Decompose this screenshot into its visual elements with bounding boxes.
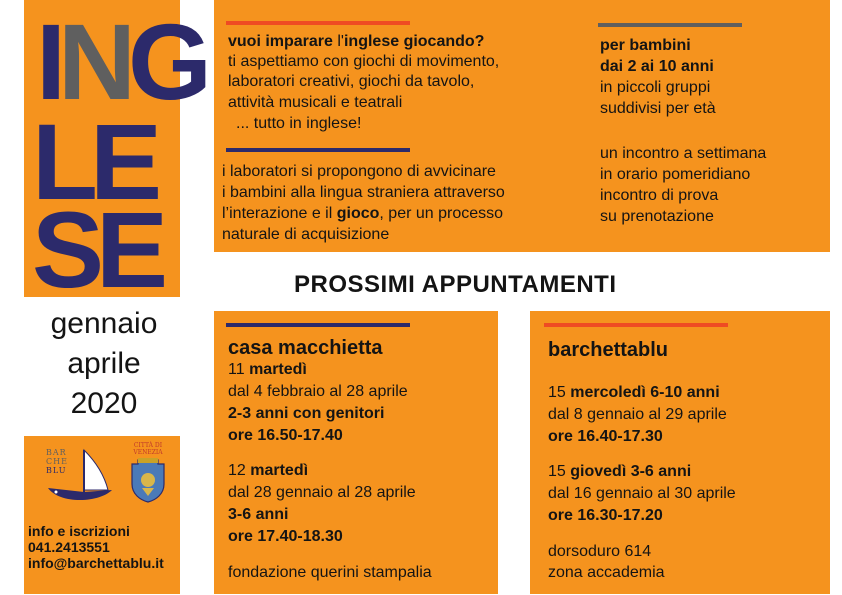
audience-accent-bar bbox=[598, 23, 742, 27]
venue-right-g2-dates: dal 16 gennaio al 30 aprile bbox=[548, 485, 736, 502]
venue-left-g2-time: ore 17.40-18.30 bbox=[228, 528, 343, 545]
venue-left-accent-bar bbox=[226, 323, 410, 327]
venue-right-g2-time: ore 16.30-17.20 bbox=[548, 507, 663, 524]
venue-left-g2-day: 12 martedì bbox=[228, 462, 309, 479]
venue-left-address: fondazione querini stampalia bbox=[228, 564, 432, 581]
title-letter-g: G bbox=[128, 1, 205, 122]
method-line-3: l’interazione e il gioco, per un processo bbox=[222, 205, 504, 222]
period-line-1: gennaio bbox=[50, 307, 158, 340]
method-line-4: naturale di acquisizione bbox=[222, 226, 390, 243]
title-line-3: SE bbox=[32, 189, 161, 310]
intro-line-4: attività musicali e teatrali bbox=[228, 94, 403, 111]
intro-line-3: laboratori creativi, giochi da tavolo, bbox=[228, 73, 475, 90]
schedule-line-4: su prenotazione bbox=[600, 208, 714, 225]
venue-right-g1-dates: dal 8 gennaio al 29 aprile bbox=[548, 406, 727, 423]
intro-accent-bar bbox=[226, 21, 410, 25]
barchettablu-logo-text: BAR CHE BLU bbox=[46, 448, 68, 475]
intro-question: vuoi imparare l'inglese giocando? bbox=[228, 33, 485, 50]
venue-right-g2-day: 15 giovedì 3-6 anni bbox=[548, 463, 692, 480]
venue-left-g1-time: ore 16.50-17.40 bbox=[228, 427, 343, 444]
method-accent-bar bbox=[226, 148, 410, 152]
venue-left-g1-age: 2-3 anni con genitori bbox=[228, 405, 385, 422]
venue-right-g1-day: 15 mercoledì 6-10 anni bbox=[548, 384, 720, 401]
venezia-logo bbox=[128, 442, 168, 504]
venue-left-g1-day: 11 martedì bbox=[228, 361, 307, 378]
venue-right-g1-time: ore 16.40-17.30 bbox=[548, 428, 663, 445]
venue-right-accent-bar bbox=[544, 323, 728, 327]
venue-right-address-1: dorsoduro 614 bbox=[548, 543, 652, 560]
section-heading: PROSSIMI APPUNTAMENTI bbox=[294, 271, 617, 298]
contact-phone[interactable]: 041.2413551 bbox=[28, 539, 110, 555]
period-line-3: 2020 bbox=[70, 387, 138, 420]
method-line-2: i bambini alla lingua straniera attraverso bbox=[222, 184, 505, 201]
venue-left-name: casa macchietta bbox=[228, 337, 383, 359]
venue-left-g1-dates: dal 4 febbraio al 28 aprile bbox=[228, 383, 408, 400]
audience-line-4: suddivisi per età bbox=[600, 100, 716, 117]
venue-right-name: barchettablu bbox=[548, 339, 669, 361]
venue-right-address-2: zona accademia bbox=[548, 564, 665, 581]
barchettablu-logo bbox=[44, 446, 116, 506]
title-line-2: LE bbox=[32, 101, 155, 222]
title-letter-n: N bbox=[58, 1, 129, 122]
venue-left-g2-dates: dal 28 gennaio al 28 aprile bbox=[228, 484, 416, 501]
audience-line-3: in piccoli gruppi bbox=[600, 79, 711, 96]
contact-label: info e iscrizioni bbox=[28, 523, 130, 539]
title-letter-i: I bbox=[36, 1, 59, 122]
method-line-1: i laboratori si propongono di avvicinare bbox=[222, 163, 496, 180]
venezia-logo-text: CITTÀ DI VENEZIA bbox=[133, 442, 163, 456]
title-line-1 bbox=[36, 1, 205, 122]
audience-line-1: per bambini bbox=[600, 37, 691, 54]
city-crest-icon bbox=[128, 458, 168, 504]
intro-line-5: ... tutto in inglese! bbox=[236, 115, 362, 132]
period-line-2: aprile bbox=[67, 347, 141, 380]
venue-left-g2-age: 3-6 anni bbox=[228, 506, 289, 523]
contact-email[interactable]: info@barchettablu.it bbox=[28, 555, 164, 571]
schedule-line-2: in orario pomeridiano bbox=[600, 166, 751, 183]
schedule-line-1: un incontro a settimana bbox=[600, 145, 767, 162]
audience-line-2: dai 2 ai 10 anni bbox=[600, 58, 714, 75]
intro-line-2: ti aspettiamo con giochi di movimento, bbox=[228, 53, 500, 70]
schedule-line-3: incontro di prova bbox=[600, 187, 719, 204]
